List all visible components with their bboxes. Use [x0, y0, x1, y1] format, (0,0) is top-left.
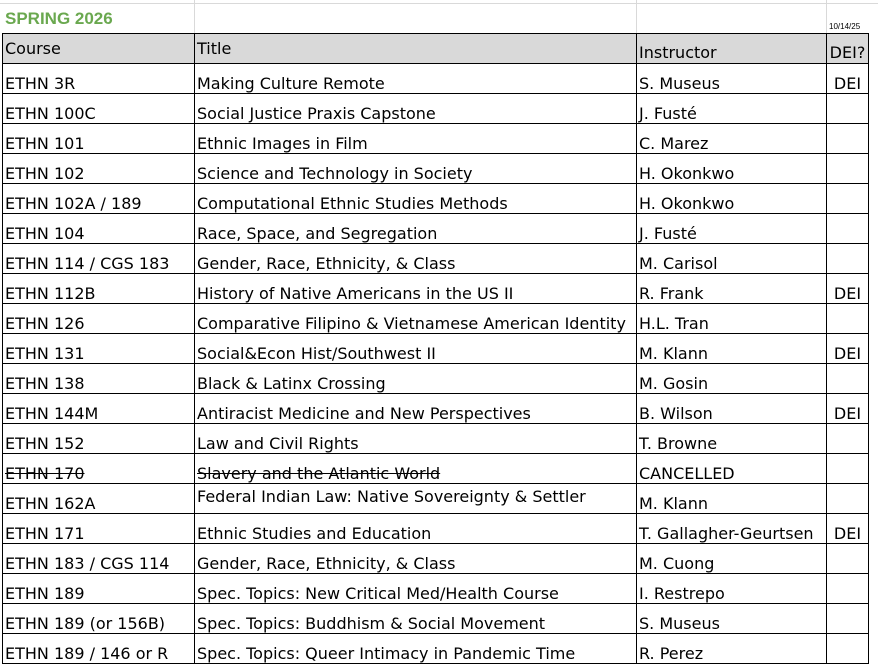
- cell-instructor[interactable]: R. Perez: [637, 634, 827, 664]
- gridline: [0, 3, 878, 4]
- cell-course[interactable]: ETHN 102: [3, 154, 195, 184]
- cell-instructor[interactable]: J. Fusté: [637, 94, 827, 124]
- cell-title[interactable]: Black & Latinx Crossing: [195, 364, 637, 394]
- cell-title[interactable]: Comparative Filipino & Vietnamese American Identity: [195, 304, 637, 334]
- cell-course[interactable]: ETHN 104: [3, 214, 195, 244]
- gridline: [194, 0, 195, 33]
- cell-dei[interactable]: [827, 304, 869, 334]
- cell-title[interactable]: Federal Indian Law: Native Sovereignty & Settler: [195, 484, 637, 514]
- gridline: [826, 0, 827, 33]
- cell-title[interactable]: Making Culture Remote: [195, 64, 637, 94]
- cell-dei[interactable]: [827, 244, 869, 274]
- cell-instructor[interactable]: M. Carisol: [637, 244, 827, 274]
- cell-course[interactable]: ETHN 144M: [3, 394, 195, 424]
- cell-instructor[interactable]: H. Okonkwo: [637, 154, 827, 184]
- cell-instructor[interactable]: R. Frank: [637, 274, 827, 304]
- cell-course[interactable]: ETHN 102A / 189: [3, 184, 195, 214]
- cell-title[interactable]: Social&Econ Hist/Southwest II: [195, 334, 637, 364]
- cell-instructor[interactable]: B. Wilson: [637, 394, 827, 424]
- table-row: [3, 454, 869, 484]
- table-row: [3, 364, 869, 394]
- cell-course[interactable]: ETHN 189 / 146 or R: [3, 634, 195, 664]
- cell-title[interactable]: Slavery and the Atlantic World: [195, 454, 637, 484]
- course-table: [2, 33, 869, 664]
- table-row: [3, 244, 869, 274]
- cell-course[interactable]: ETHN 189 (or 156B): [3, 604, 195, 634]
- table-row: [3, 484, 869, 514]
- cell-course[interactable]: ETHN 171: [3, 514, 195, 544]
- gridline: [636, 0, 637, 33]
- cell-dei[interactable]: DEI: [827, 394, 869, 424]
- cell-instructor[interactable]: CANCELLED: [637, 454, 827, 484]
- cell-dei[interactable]: [827, 574, 869, 604]
- cell-course[interactable]: ETHN 126: [3, 304, 195, 334]
- cell-course[interactable]: ETHN 138: [3, 364, 195, 394]
- cell-title[interactable]: Gender, Race, Ethnicity, & Class: [195, 244, 637, 274]
- cell-instructor[interactable]: M. Cuong: [637, 544, 827, 574]
- cell-instructor[interactable]: C. Marez: [637, 124, 827, 154]
- cell-course[interactable]: ETHN 131: [3, 334, 195, 364]
- cell-instructor[interactable]: T. Gallagher-Geurtsen: [637, 514, 827, 544]
- cell-instructor[interactable]: J. Fusté: [637, 214, 827, 244]
- cell-dei[interactable]: [827, 484, 869, 514]
- cell-instructor[interactable]: H. Okonkwo: [637, 184, 827, 214]
- cell-instructor[interactable]: T. Browne: [637, 424, 827, 454]
- cell-dei[interactable]: [827, 94, 869, 124]
- cell-dei[interactable]: DEI: [827, 334, 869, 364]
- table-row: [3, 154, 869, 184]
- cell-dei[interactable]: DEI: [827, 64, 869, 94]
- table-row: [3, 184, 869, 214]
- cell-title[interactable]: Race, Space, and Segregation: [195, 214, 637, 244]
- cell-dei[interactable]: [827, 544, 869, 574]
- cell-course[interactable]: ETHN 170: [3, 454, 195, 484]
- cell-dei[interactable]: [827, 454, 869, 484]
- cell-course[interactable]: ETHN 112B: [3, 274, 195, 304]
- header-instructor[interactable]: Instructor: [637, 34, 827, 64]
- cell-title[interactable]: Spec. Topics: New Critical Med/Health Course: [195, 574, 637, 604]
- cell-dei[interactable]: [827, 364, 869, 394]
- table-row: [3, 214, 869, 244]
- cell-dei[interactable]: DEI: [827, 274, 869, 304]
- header-course[interactable]: Course: [3, 34, 195, 64]
- cell-instructor[interactable]: H.L. Tran: [637, 304, 827, 334]
- cell-course[interactable]: ETHN 100C: [3, 94, 195, 124]
- table-row: [3, 124, 869, 154]
- cell-dei[interactable]: DEI: [827, 514, 869, 544]
- header-title[interactable]: Title: [195, 34, 637, 64]
- table-row: [3, 94, 869, 124]
- cell-instructor[interactable]: M. Klann: [637, 334, 827, 364]
- cell-title[interactable]: Ethnic Studies and Education: [195, 514, 637, 544]
- cell-title[interactable]: Social Justice Praxis Capstone: [195, 94, 637, 124]
- cell-course[interactable]: ETHN 3R: [3, 64, 195, 94]
- table-row: [3, 64, 869, 94]
- cell-dei[interactable]: [827, 604, 869, 634]
- table-row: [3, 304, 869, 334]
- cell-course[interactable]: ETHN 183 / CGS 114: [3, 544, 195, 574]
- sheet-title[interactable]: SPRING 2026: [5, 9, 113, 28]
- cell-title[interactable]: Science and Technology in Society: [195, 154, 637, 184]
- table-row: [3, 514, 869, 544]
- cell-dei[interactable]: [827, 424, 869, 454]
- sheet-date[interactable]: 10/14/25: [829, 22, 861, 31]
- cell-dei[interactable]: [827, 154, 869, 184]
- cell-dei[interactable]: [827, 214, 869, 244]
- cell-title[interactable]: Computational Ethnic Studies Methods: [195, 184, 637, 214]
- cell-course[interactable]: ETHN 101: [3, 124, 195, 154]
- cell-course[interactable]: ETHN 189: [3, 574, 195, 604]
- cell-instructor[interactable]: S. Museus: [637, 604, 827, 634]
- table-row: [3, 574, 869, 604]
- table-row: [3, 394, 869, 424]
- table-row: [3, 424, 869, 454]
- table-row: [3, 334, 869, 364]
- cell-instructor[interactable]: S. Museus: [637, 64, 827, 94]
- table-row: [3, 604, 869, 634]
- cell-instructor[interactable]: I. Restrepo: [637, 574, 827, 604]
- table-row: [3, 634, 869, 664]
- cell-course[interactable]: ETHN 152: [3, 424, 195, 454]
- cell-dei[interactable]: [827, 124, 869, 154]
- cell-dei[interactable]: [827, 184, 869, 214]
- table-row: [3, 544, 869, 574]
- header-dei[interactable]: DEI?: [827, 34, 869, 64]
- cell-title[interactable]: Gender, Race, Ethnicity, & Class: [195, 544, 637, 574]
- cell-title[interactable]: Spec. Topics: Buddhism & Social Movement: [195, 604, 637, 634]
- table-row: [3, 274, 869, 304]
- cell-title[interactable]: Law and Civil Rights: [195, 424, 637, 454]
- cell-title[interactable]: History of Native Americans in the US II: [195, 274, 637, 304]
- cell-course[interactable]: ETHN 114 / CGS 183: [3, 244, 195, 274]
- cell-course[interactable]: ETHN 162A: [3, 484, 195, 514]
- cell-instructor[interactable]: M. Klann: [637, 484, 827, 514]
- header-row: [3, 34, 869, 64]
- cell-title[interactable]: Ethnic Images in Film: [195, 124, 637, 154]
- cell-instructor[interactable]: M. Gosin: [637, 364, 827, 394]
- cell-dei[interactable]: [827, 634, 869, 664]
- cell-title[interactable]: Spec. Topics: Queer Intimacy in Pandemic Time: [195, 634, 637, 664]
- cell-title[interactable]: Antiracist Medicine and New Perspectives: [195, 394, 637, 424]
